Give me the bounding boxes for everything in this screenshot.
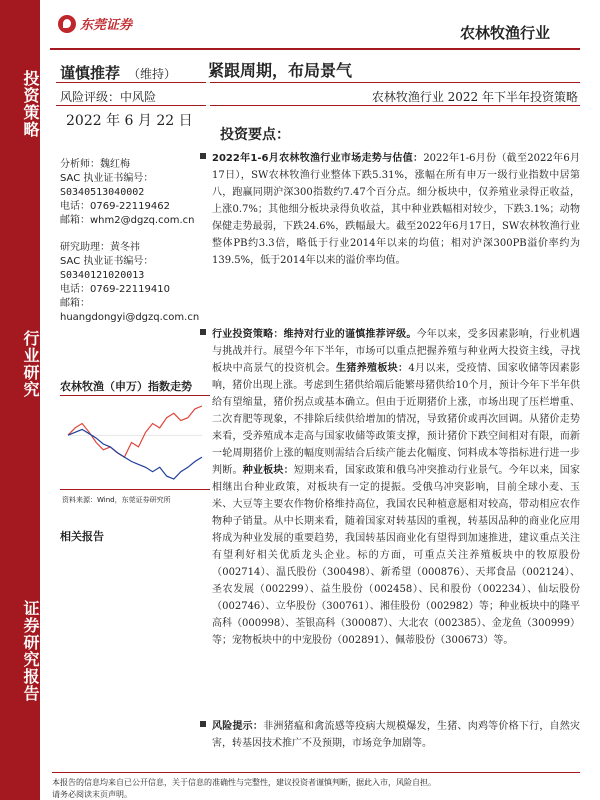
divider	[56, 82, 206, 83]
rating	[60, 62, 176, 83]
rating-sub: （维持）	[128, 67, 177, 81]
chart-series-line	[68, 429, 202, 479]
assistant-sac: S0340121020013	[60, 270, 145, 281]
report-subtitle: 农林牧渔行业 2022 年下半年投资策略	[371, 90, 578, 104]
rating-main: 谨慎推荐	[60, 64, 121, 82]
sidebar-label-strategy: 投资策略	[21, 70, 40, 138]
chart-series-line	[68, 406, 202, 457]
analyst-block	[60, 158, 194, 228]
paragraph-lead-pig: 生猪养殖板块：	[336, 363, 409, 374]
chart-title: 农林牧渔（申万）指数走势	[60, 380, 192, 393]
index-chart-svg	[60, 396, 210, 491]
report-title: 紧跟周期，布局景气	[208, 61, 353, 80]
related-reports-heading: 相关报告	[60, 530, 104, 543]
paragraph-lead: 2022年1-6月农林牧渔行业市场走势与估值：	[212, 153, 424, 164]
analyst-name: 分析师：魏红梅	[60, 159, 130, 170]
logo-text: 东莞证券	[80, 18, 133, 33]
logo-icon	[58, 15, 76, 33]
footer-note: 请务必阅读末页声明。	[52, 790, 132, 799]
assistant-sac-label: SAC 执业证书编号：	[60, 256, 154, 267]
paragraph-market	[212, 150, 580, 269]
divider	[210, 82, 580, 83]
assistant-email-label: 邮箱：	[60, 298, 90, 309]
paragraph-lead-seed: 种业板块：	[242, 465, 294, 476]
assistant-block	[60, 241, 199, 325]
divider	[56, 105, 206, 106]
paragraph-risk	[212, 718, 580, 752]
paragraph-body: 今年以来，受多因素影响，行业机遇与挑战并行。展望今年下半年，市场可以重点把握养殖与种业两大投资主线，寻找板块中高景气的投资机会。	[212, 329, 581, 374]
index-chart	[60, 395, 210, 490]
bullet-icon	[200, 153, 206, 159]
analyst-sac: S0340513040002	[60, 187, 145, 198]
sidebar	[0, 0, 40, 800]
footer-disclaimer: 本报告的信息均来自已公开信息，关于信息的准确性与完整性，建议投资者谨慎判断，据此入市，风险自担。	[52, 778, 436, 787]
sidebar-label-report: 证券研究报告	[21, 600, 40, 702]
paragraph-body: 2022年1-6月份（截至2022年6月17日），SW农林牧渔行业整体下跌5.31%，涨幅在所有申万一级行业指数中居第八，跑赢同期沪深300指数约7.47个百分点。细分板块中，仅养殖业录得正收益，上涨0.7%；其他细分板块录得负收益，其中种业跌幅相对较少，下跌3.1%；动物保健走势最弱，下跌24.6%，跌幅最大。截至2022年6月17日，SW农林牧渔行业整体PB约3.3倍，略低于行业2014年以来的均值；相对沪深300PB溢价率约为139.5%，低于2014年以来的溢价率均值。	[212, 153, 580, 266]
sidebar-label-industry: 行业研究	[21, 330, 40, 398]
industry-name: 农林牧渔行业	[459, 24, 550, 42]
bullet-icon	[200, 329, 206, 335]
page-header	[50, 12, 580, 50]
chart-source: 资料来源：Wind，东莞证券研究所	[62, 496, 171, 504]
paragraph-lead: 行业投资策略：维持对行业的谨慎推荐评级。	[212, 329, 417, 340]
assistant-email: huangdongyi@dgzq.com.cn	[60, 312, 200, 323]
analyst-sac-label: SAC 执业证书编号：	[60, 173, 154, 184]
paragraph-lead: 风险提示：	[212, 721, 264, 732]
logo	[58, 14, 132, 33]
bullet-icon	[200, 721, 206, 727]
paragraph-strategy	[212, 326, 580, 649]
risk-rating: 风险评级：中风险	[60, 90, 157, 104]
paragraph-body: 非洲猪瘟和禽流感等疫病大规模爆发，生猪、肉鸡等价格下行，自然灾害，转基因技术推广不及预期，市场竞争加剧等。	[212, 721, 581, 749]
analyst-phone: 电话：0769-22119462	[60, 201, 170, 212]
section-heading: 投资要点：	[220, 127, 290, 143]
assistant-name: 研究助理：黄冬祎	[60, 242, 140, 253]
paragraph-body-pig: 4月以来，受疫情、国家收储等因素影响，猪价出现上涨。考虑到生猪供给端后能繁母猪供给10个月，预计今年下半年供给有望缩量，猪价拐点或基本确立。但由于近期猪价上涨，市场出现了压栏增重、二次育肥等现象，不排除后续供给增加的情况，导致猪价或再次回调。从猪价走势来看，受养殖成本走高与国家收储等政策支撑，预计猪价下跌空间相对有限，而新一轮周期猪价上涨的幅度则需结合后续产能去化幅度、饲料成本等指标进行进一步判断。	[212, 363, 581, 476]
divider	[210, 105, 580, 106]
assistant-phone: 电话：0769-22119410	[60, 284, 170, 295]
report-date: 2022 年 6 月 22 日	[66, 113, 193, 129]
paragraph-body-seed: 短期来看，国家政策和俄乌冲突推动行业景气。今年以来，国家相继出台种业政策，对板块有一定的提振。受俄乌冲突影响，目前全球小麦、玉米、大豆等主要农作物价格维持高位，我国农民种植意愿相对较高，带动相应农作物种子销量。从中长期来看，随着国家对转基因的重视，转基因品种的商业化应用将成为种业发展的重要趋势，我国转基因商业化有望得到加速推进，建议重点关注有望利好相关优质龙头企业。标的方面，可重点关注养殖板块中的牧原股份（002714）、温氏股份（300498）、新希望（000876）、天邦食品（002124）、圣农发展（002299）、益生股份（002458）、民和股份（002234）、仙坛股份（002746）、立华股份（300761）、湘佳股份（002982）等；种业板块中的隆平高科（000998）、荃银高科（300087）、大北农（002385）、金龙鱼（300999）等；宠物板块中的中宠股份（002891）、佩蒂股份（300673）等。	[212, 465, 581, 646]
analyst-email: 邮箱：whm2@dgzq.com.cn	[60, 215, 195, 226]
footer	[52, 772, 580, 800]
